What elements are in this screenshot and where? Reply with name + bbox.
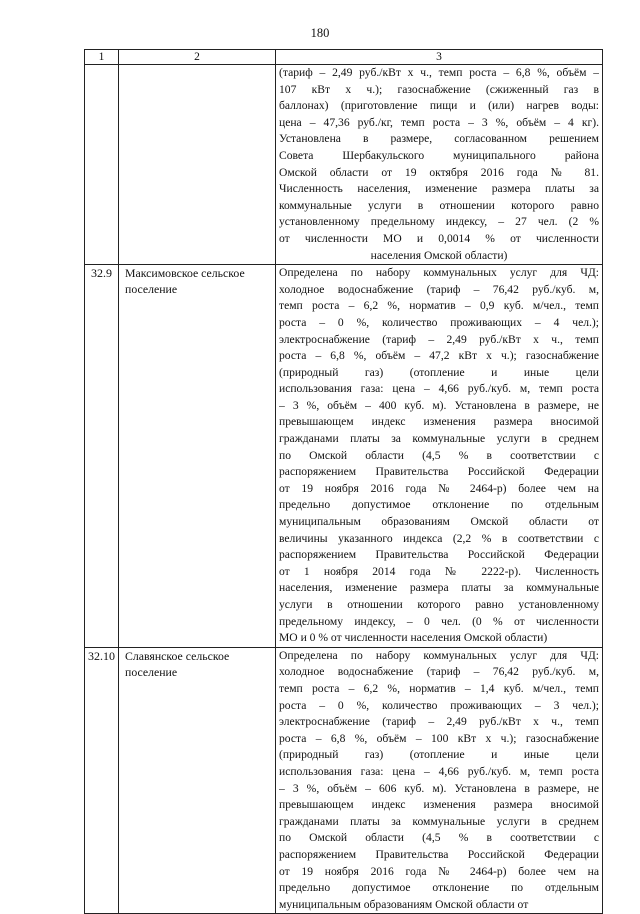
settlement-name: [119, 65, 276, 265]
description-line: (природный газ) (отопление и иные цели: [279, 748, 599, 762]
table-row: [85, 65, 603, 265]
row-description: [276, 265, 603, 648]
description-line: Омской области от 19 октября 2016 года № 81.: [279, 165, 599, 179]
description-line: роста – 0 %, количество проживающих – 4 чел.);: [279, 315, 599, 329]
table-row: [85, 647, 603, 914]
row-description: [276, 65, 603, 265]
description-line: превышающем индекс изменения размера вносимой: [279, 415, 599, 429]
description-line: использования газа: цена – 4,66 руб./куб. м, темп роста: [279, 764, 599, 778]
description-line: баллонах) (приготовление пищи и (или) нагрев воды:: [279, 99, 599, 113]
header-col-2: 2: [119, 50, 276, 65]
description-line: распоряжением Правительства Российской Федерации: [279, 548, 599, 562]
description-line: роста – 6,8 %, объём – 100 кВт х ч.); газоснабжение: [279, 731, 599, 745]
description-line: Установлена в размере, согласованном решением: [279, 132, 599, 146]
description-line: холодное водоснабжение (тариф – 76,42 руб./куб. м,: [279, 282, 599, 296]
description-line: услуги в отношении которого равно установленному: [279, 598, 599, 611]
description-line: населения, изменение размера платы за коммунальные: [279, 581, 599, 595]
description-line: Численность населения, изменение размера платы за: [279, 182, 599, 196]
description-line: от численности МО и 0,0014 % от численности: [279, 231, 599, 245]
description-line: Совета Шербакульского муниципального района: [279, 148, 599, 162]
description-line: использования газа: цена – 4,66 руб./куб. м, темп роста: [279, 382, 599, 396]
header-col-3: 3: [276, 50, 603, 65]
description-line: муниципальным образованиям Омской области от: [279, 515, 599, 529]
description-line: установленному предельному индексу, – 27 чел. (2 %: [279, 215, 599, 229]
description-line: – 3 %, объём – 606 куб. м). Установлена в размере, не: [279, 781, 599, 795]
description-line: от 19 ноября 2016 года № 2464-р) более чем на: [279, 864, 599, 878]
description-line: роста – 0 %, количество проживающих – 3 чел.);: [279, 698, 599, 712]
row-number: [85, 65, 119, 265]
description-line: (природный газ) (отопление и иные цели: [279, 365, 599, 379]
description-line: распоряжением Правительства Российской Федерации: [279, 847, 599, 861]
description-line: населения Омской области): [370, 248, 508, 262]
description-line: темп роста – 6,2 %, норматив – 0,9 куб. м/чел., темп: [279, 299, 599, 313]
description-line: превышающем индекс изменения размера вносимой: [279, 798, 599, 812]
description-line: цена – 47,36 руб./кг, темп роста – 3 %, объём – 4 кг).: [279, 115, 599, 129]
description-line: гражданами платы за коммунальные услуги в среднем: [279, 814, 599, 828]
description-line: по Омской области (4,5 % в соответствии с: [279, 448, 599, 462]
description-line: (тариф – 2,49 руб./кВт х ч., темп роста – 6,8 %, объём –: [279, 66, 599, 79]
description-line: – 3 %, объём – 400 куб. м). Установлена в размере, не: [279, 398, 599, 412]
description-line: темп роста – 6,2 %, норматив – 1,4 куб. м/чел., темп: [279, 681, 599, 695]
row-number: 32.10: [85, 647, 119, 914]
description-line: от 19 ноября 2016 года № 2464-р) более чем на: [279, 481, 599, 495]
table-row: [85, 265, 603, 648]
description-line: величины указанного индекса (2,2 % в соответствии с: [279, 531, 599, 545]
page-number: 180: [310, 26, 330, 40]
description-line: роста – 6,8 %, объём – 47,2 кВт х ч.); газоснабжение: [279, 349, 599, 363]
row-number: 32.9: [85, 265, 119, 648]
description-line: Определена по набору коммунальных услуг для ЧД:: [279, 266, 599, 280]
description-line: предельно допустимое отклонение по отдельным: [279, 498, 599, 512]
settlement-name: Максимовское сельское поселение: [119, 265, 276, 648]
description-line: предельно допустимое отклонение по отдельным: [279, 881, 599, 895]
description-line: муниципальным образованиям Омской области от: [279, 897, 529, 911]
description-line: МО и 0 % от численности населения Омской области): [279, 631, 548, 645]
data-table: [84, 49, 603, 914]
table-header-row: [85, 50, 603, 65]
settlement-name: Славянское сельское поселение: [119, 647, 276, 914]
description-line: холодное водоснабжение (тариф – 76,42 руб./куб. м,: [279, 665, 599, 679]
description-line: коммунальные услуги в отношении которого равно: [279, 198, 599, 212]
description-line: электроснабжение (тариф – 2,49 руб./кВт х ч., темп: [279, 715, 599, 729]
description-line: 107 кВт х ч.); газоснабжение (сжиженный газ в: [279, 82, 599, 96]
description-line: электроснабжение (тариф – 2,49 руб./кВт х ч., темп: [279, 332, 599, 346]
description-line: предельному индексу, – 0 чел. (0 % от численности: [279, 614, 599, 628]
description-line: Определена по набору коммунальных услуг для ЧД:: [279, 648, 599, 662]
description-line: от 1 ноября 2014 года № 2222-р). Численность: [279, 564, 599, 578]
description-line: распоряжением Правительства Российской Федерации: [279, 465, 599, 479]
header-col-1: 1: [85, 50, 119, 65]
description-line: по Омской области (4,5 % в соответствии с: [279, 831, 599, 845]
row-description: [276, 647, 603, 914]
description-line: гражданами платы за коммунальные услуги в среднем: [279, 432, 599, 446]
